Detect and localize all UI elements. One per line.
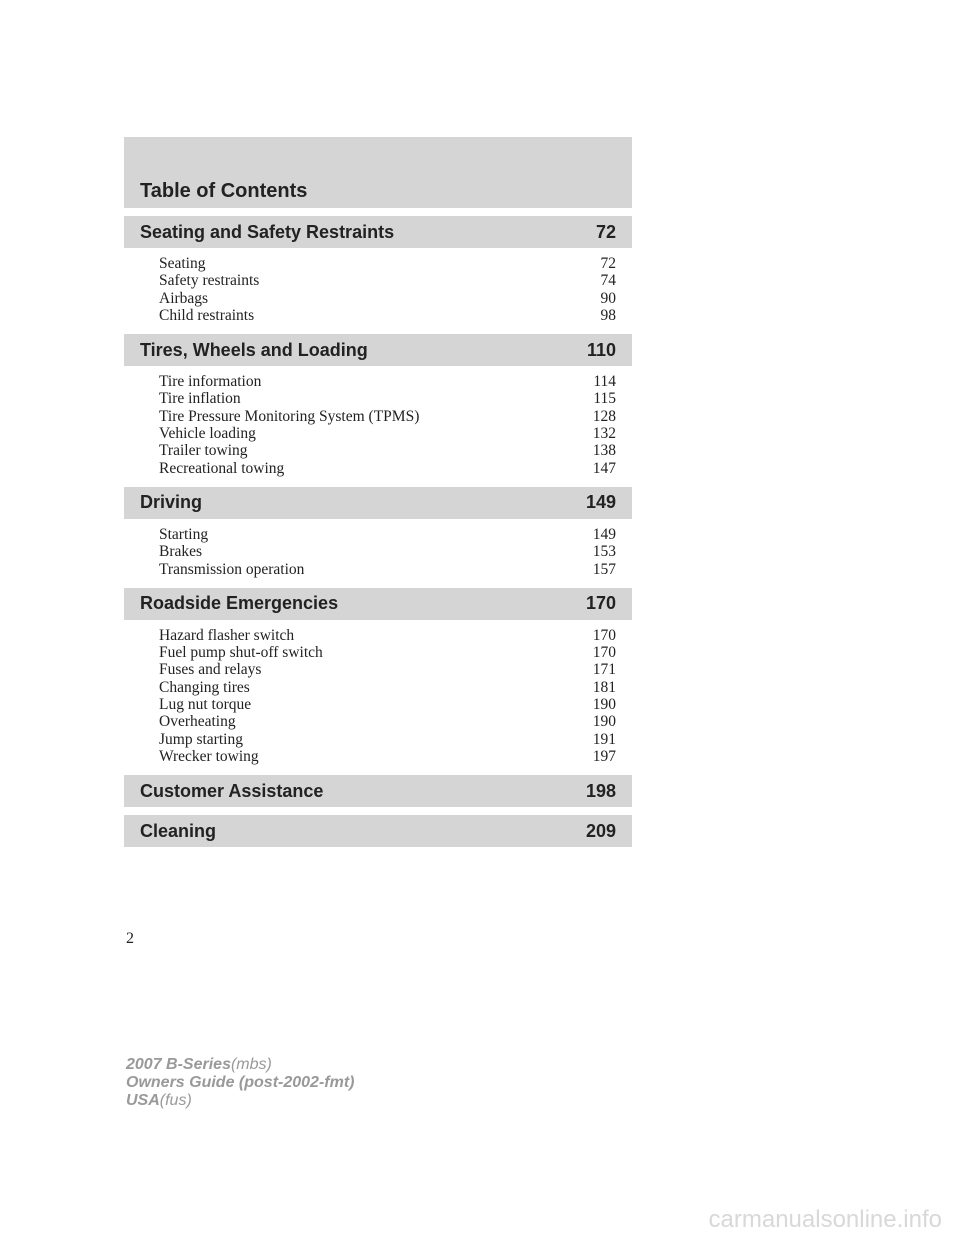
section-title: Seating and Safety Restraints [140, 221, 395, 242]
section-header[interactable] [124, 334, 632, 366]
footer [126, 1056, 354, 1110]
toc-item-label: Changing tires [159, 678, 250, 696]
toc-item[interactable] [159, 373, 616, 390]
toc-item[interactable] [159, 442, 616, 459]
section-page: 149 [585, 492, 616, 513]
page-number: 2 [126, 930, 134, 947]
section-page: 170 [585, 593, 616, 614]
toc-item-page: 115 [593, 390, 616, 408]
toc-item-page: 197 [592, 747, 616, 765]
section-title: Roadside Emergencies [140, 593, 339, 614]
toc-item-page: 138 [592, 442, 616, 460]
section-header[interactable] [124, 815, 632, 847]
section-header[interactable] [124, 216, 632, 248]
toc-item[interactable] [159, 255, 616, 272]
toc-item-page: 128 [592, 407, 616, 425]
toc-item[interactable] [159, 561, 616, 578]
toc-item[interactable] [159, 731, 616, 748]
toc-item-page: 132 [592, 425, 616, 443]
toc-item[interactable] [159, 425, 616, 442]
toc-item-label: Trailer towing [159, 442, 248, 460]
toc-item-page: 153 [592, 543, 616, 561]
toc-item-label: Recreational towing [159, 459, 285, 477]
toc-item-page: 190 [592, 696, 616, 714]
toc-item-label: Tire information [159, 373, 262, 391]
toc-item[interactable] [159, 272, 616, 289]
toc-item-page: 74 [600, 272, 616, 290]
toc-item-page: 114 [593, 373, 616, 391]
toc-item-page: 170 [592, 644, 616, 662]
toc-item-label: Jump starting [159, 730, 243, 748]
section-header[interactable] [124, 588, 632, 620]
footer-model-code: (mbs) [230, 1056, 272, 1073]
toc-item[interactable] [159, 748, 616, 765]
toc-item-label: Tire Pressure Monitoring System (TPMS) [159, 407, 420, 425]
footer-model: 2007 B-Series [126, 1056, 231, 1073]
toc-item-label: Hazard flasher switch [159, 626, 295, 644]
toc-item[interactable] [159, 696, 616, 713]
toc-sections [124, 208, 632, 847]
toc-item-label: Fuel pump shut-off switch [159, 644, 323, 662]
toc-item-page: 171 [592, 661, 616, 679]
toc-item[interactable] [159, 307, 616, 324]
section-title: Customer Assistance [140, 780, 324, 801]
section-title: Cleaning [140, 820, 217, 841]
section-item-list [124, 620, 632, 767]
toc-item[interactable] [159, 644, 616, 661]
toc-item-label: Wrecker towing [159, 747, 259, 765]
section-page: 198 [585, 780, 616, 801]
toc-header [124, 137, 632, 208]
section-header[interactable] [124, 775, 632, 807]
section-title: Tires, Wheels and Loading [140, 339, 368, 360]
section-page: 110 [586, 339, 616, 360]
toc-item-label: Starting [159, 525, 209, 543]
toc-item-label: Safety restraints [159, 272, 260, 290]
section-header[interactable] [124, 487, 632, 519]
toc-item-label: Seating [159, 255, 206, 272]
section-item-list [124, 248, 632, 326]
toc-item-label: Brakes [159, 543, 203, 561]
toc-item-page: 191 [592, 730, 616, 748]
toc-item[interactable] [159, 679, 616, 696]
toc-item[interactable] [159, 390, 616, 407]
toc-item-label: Tire inflation [159, 390, 241, 408]
toc-item-page: 181 [592, 678, 616, 696]
toc-item-page: 147 [592, 459, 616, 477]
toc-item-page: 157 [592, 560, 616, 578]
toc-item[interactable] [159, 661, 616, 678]
toc-item-page: 90 [600, 289, 616, 307]
section-item-list [124, 519, 632, 580]
toc-item[interactable] [159, 408, 616, 425]
toc-item-label: Transmission operation [159, 560, 305, 578]
toc-item[interactable] [159, 460, 616, 477]
toc-item[interactable] [159, 713, 616, 730]
toc-item[interactable] [159, 290, 616, 307]
section-page: 72 [595, 221, 616, 242]
footer-market: USA [126, 1092, 160, 1109]
toc-item-label: Overheating [159, 713, 236, 731]
toc-item-page: 190 [592, 713, 616, 731]
toc-item-label: Vehicle loading [159, 425, 256, 443]
watermark: carmanualsonline.info [708, 1206, 942, 1233]
toc-item-page: 98 [600, 306, 616, 324]
toc-item[interactable] [159, 627, 616, 644]
footer-market-code: (fus) [159, 1092, 192, 1109]
footer-guide: Owners Guide (post-2002-fmt) [126, 1074, 355, 1091]
toc-item-label: Fuses and relays [159, 661, 262, 679]
table-of-contents [124, 137, 632, 847]
toc-item[interactable] [159, 543, 616, 560]
section-page: 209 [585, 820, 616, 841]
section-item-list [124, 366, 632, 479]
section-title: Driving [140, 492, 203, 513]
toc-item-page: 72 [600, 255, 616, 272]
page-title: Table of Contents [140, 180, 308, 202]
toc-item-label: Lug nut torque [159, 696, 252, 714]
toc-item-label: Airbags [159, 289, 209, 307]
toc-item[interactable] [159, 526, 616, 543]
toc-item-page: 149 [592, 525, 616, 543]
toc-item-label: Child restraints [159, 306, 255, 324]
toc-item-page: 170 [592, 626, 616, 644]
